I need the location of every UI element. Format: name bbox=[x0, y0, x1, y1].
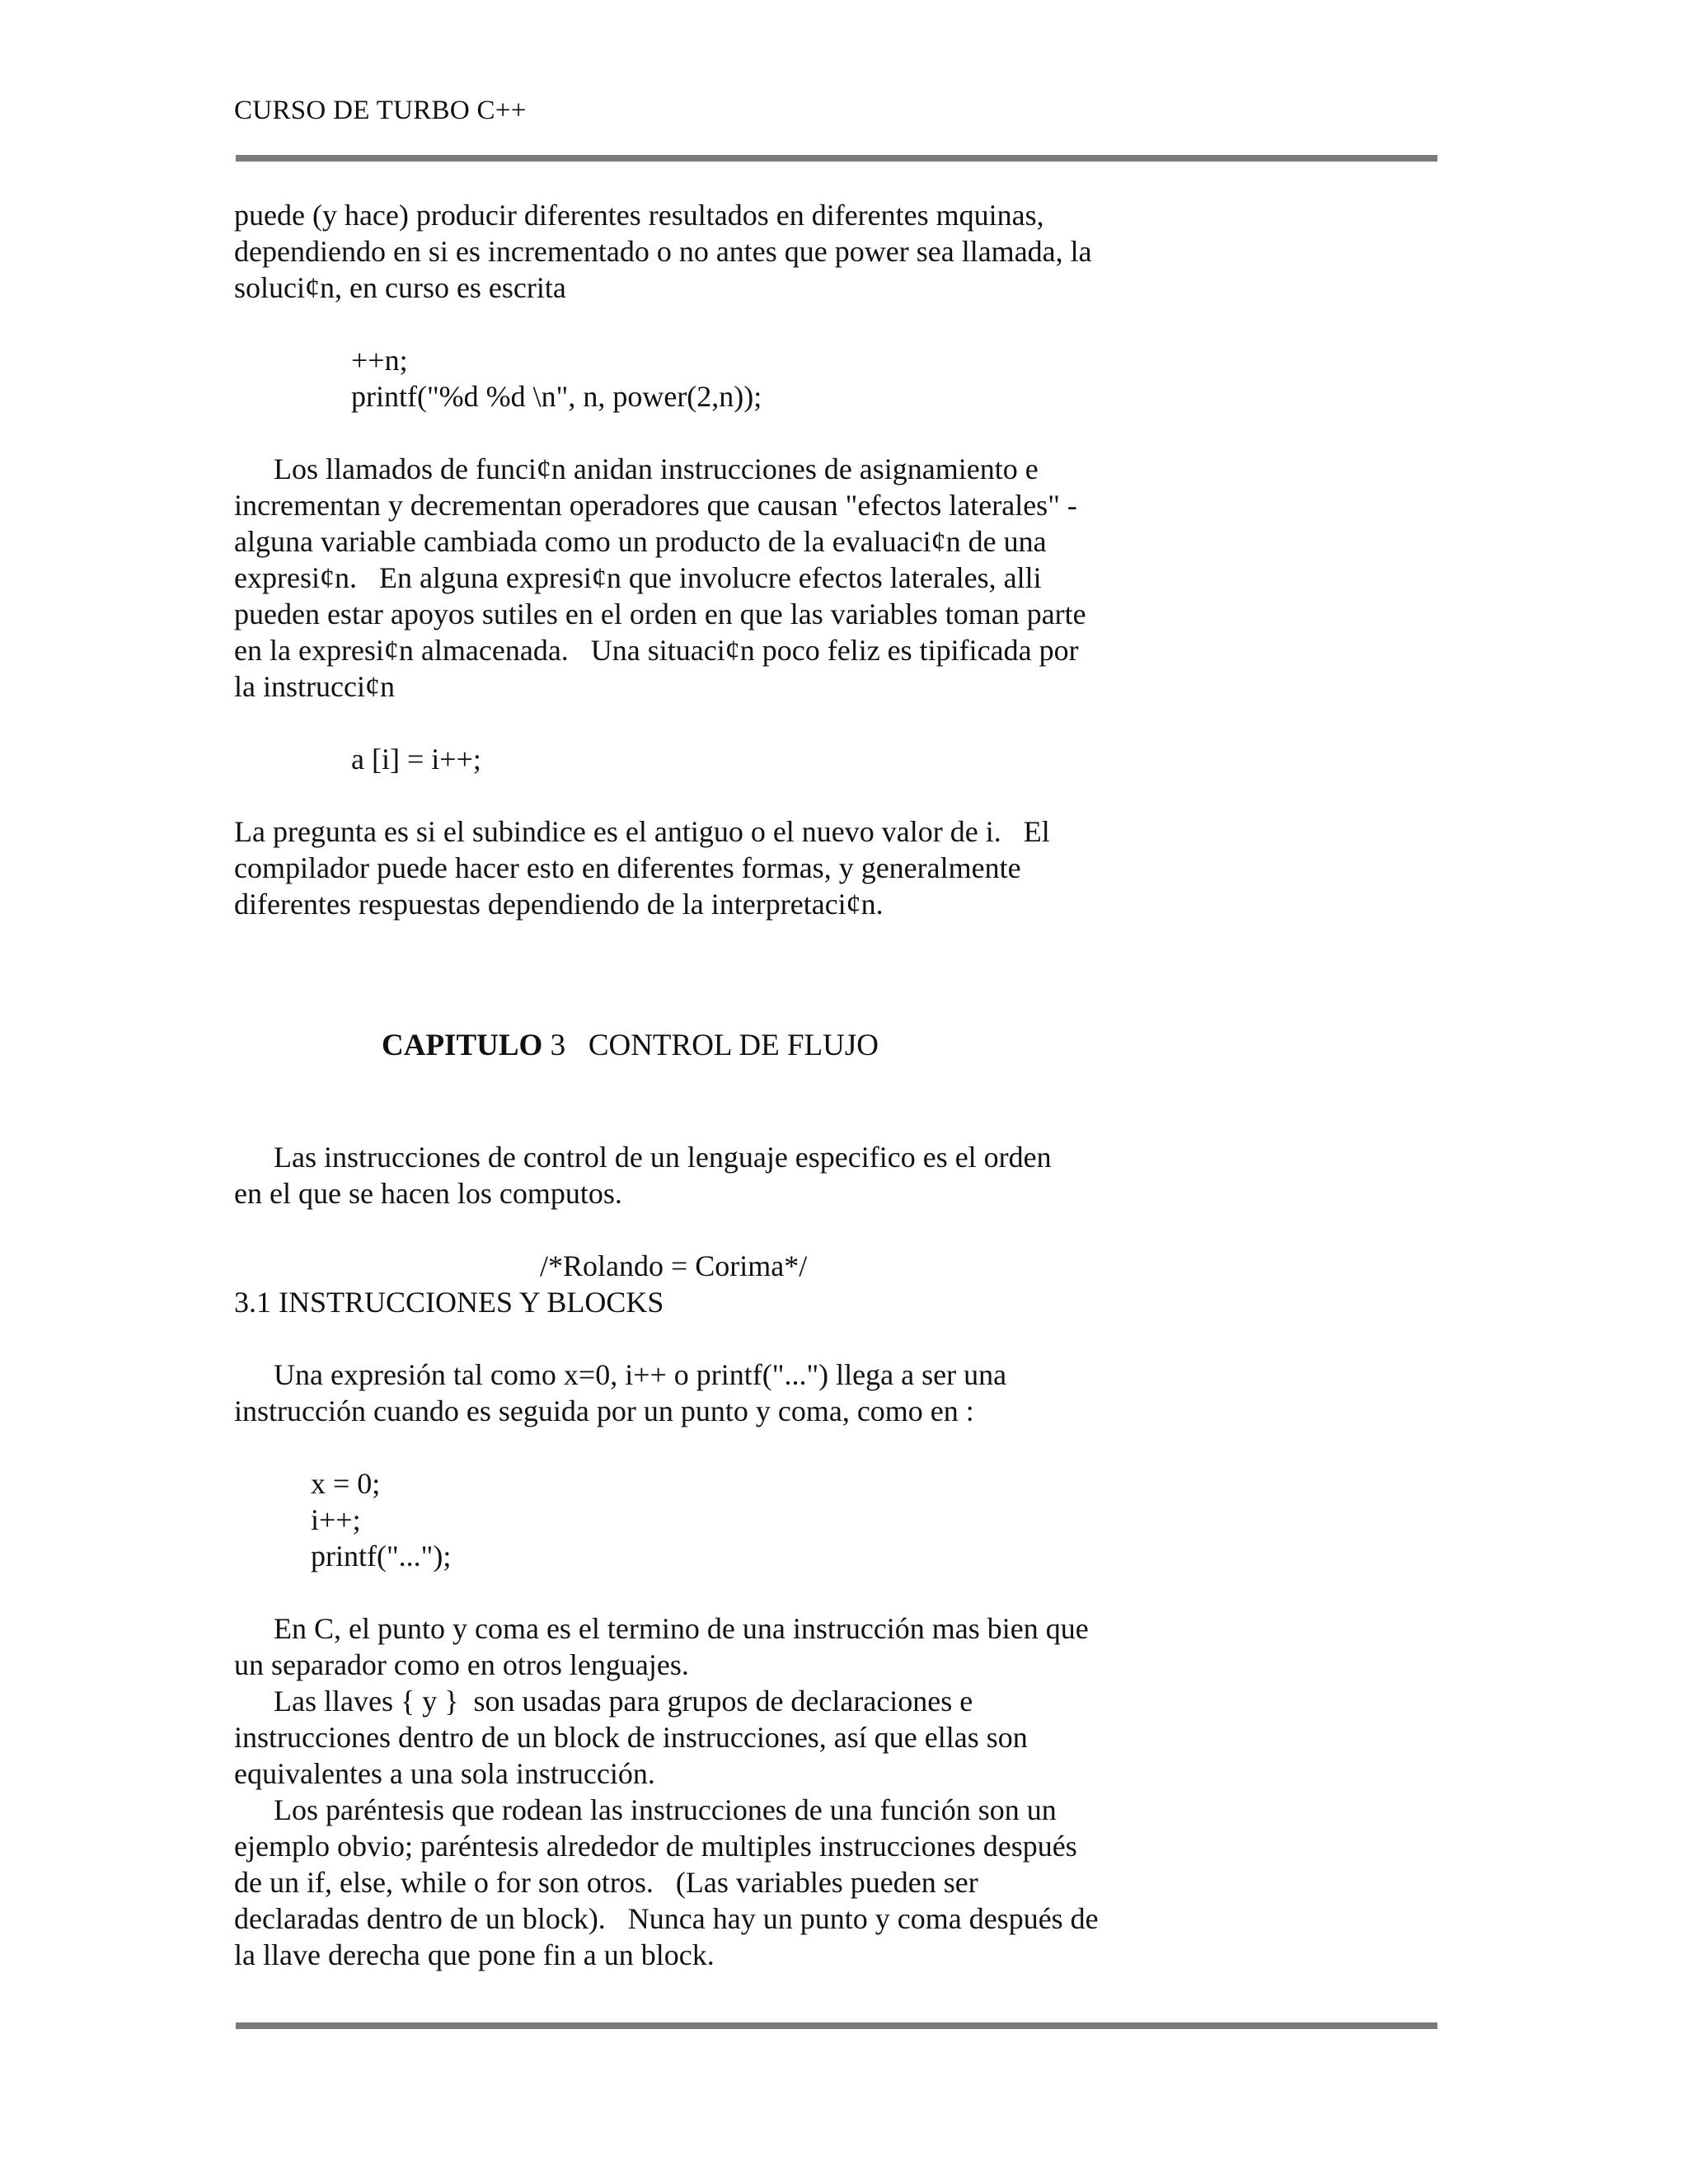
body-text-line: compilador puede hacer esto en diferentes formas, y generalmente bbox=[234, 851, 1021, 884]
body-text-line: incrementan y decrementan operadores que causan "efectos laterales" - bbox=[234, 489, 1077, 522]
body-text-line: la instrucci¢n bbox=[234, 670, 395, 703]
code-line: ++n; bbox=[351, 344, 408, 377]
code-line: a [i] = i++; bbox=[351, 743, 481, 776]
body-text-line: equivalentes a una sola instrucción. bbox=[234, 1757, 655, 1790]
chapter-title: 3 CONTROL DE FLUJO bbox=[542, 1029, 879, 1062]
body-text-line: soluci¢n, en curso es escrita bbox=[234, 271, 566, 304]
body-text-line: diferentes respuestas dependiendo de la interpretaci¢n. bbox=[234, 888, 884, 921]
body-text-line: declaradas dentro de un block). Nunca hay un punto y coma después de bbox=[234, 1902, 1099, 1935]
body-text-line: alguna variable cambiada como un producto de la evaluaci¢n de una bbox=[234, 525, 1047, 558]
body-text-line: En C, el punto y coma es el termino de una instrucción mas bien que bbox=[274, 1612, 1089, 1645]
body-text-line: dependiendo en si es incrementado o no antes que power sea llamada, la bbox=[234, 235, 1092, 268]
body-text-line: La pregunta es si el subindice es el antiguo o el nuevo valor de i. El bbox=[234, 815, 1050, 848]
body-text-line: en el que se hacen los computos. bbox=[234, 1177, 622, 1210]
body-text-line: expresi¢n. En alguna expresi¢n que involucre efectos laterales, alli bbox=[234, 561, 1042, 594]
body-text-line: un separador como en otros lenguajes. bbox=[234, 1648, 689, 1681]
chapter-heading bbox=[382, 1030, 879, 1061]
body-text-line: en la expresi¢n almacenada. Una situaci¢n poco feliz es tipificada por bbox=[234, 634, 1079, 667]
body-text-line: pueden estar apoyos sutiles en el orden en que las variables toman parte bbox=[234, 598, 1086, 630]
code-line: printf("%d %d \n", n, power(2,n)); bbox=[351, 380, 762, 413]
body-text-line: de un if, else, while o for son otros. (Las variables pueden ser bbox=[234, 1866, 978, 1899]
body-text-line: instrucción cuando es seguida por un punto y coma, como en : bbox=[234, 1394, 974, 1427]
body-text-line: Las instrucciones de control de un lenguaje especifico es el orden bbox=[274, 1141, 1052, 1174]
body-text-line: Los paréntesis que rodean las instrucciones de una función son un bbox=[274, 1793, 1057, 1826]
body-text-line: la llave derecha que pone fin a un block. bbox=[234, 1938, 715, 1971]
body-text-line: Los llamados de funci¢n anidan instrucciones de asignamiento e bbox=[274, 452, 1039, 485]
header-divider bbox=[236, 155, 1437, 162]
body-text-line: Las llaves { y } son usadas para grupos de declaraciones e bbox=[274, 1685, 973, 1718]
body-text-line: instrucciones dentro de un block de instrucciones, así que ellas son bbox=[234, 1721, 1028, 1754]
code-line: x = 0; bbox=[311, 1467, 381, 1500]
chapter-label: CAPITULO bbox=[382, 1029, 543, 1062]
author-signature: /*Rolando = Corima*/ bbox=[540, 1249, 808, 1282]
section-title: 3.1 INSTRUCCIONES Y BLOCKS bbox=[234, 1286, 664, 1319]
code-line: i++; bbox=[311, 1503, 361, 1536]
footer-divider bbox=[236, 2022, 1437, 2029]
body-text-line: Una expresión tal como x=0, i++ o printf("...") llega a ser una bbox=[274, 1358, 1007, 1391]
body-text-line: puede (y hace) producir diferentes resultados en diferentes mquinas, bbox=[234, 199, 1044, 232]
code-line: printf("..."); bbox=[311, 1540, 452, 1572]
page-header-title: CURSO DE TURBO C++ bbox=[234, 96, 527, 125]
body-text-line: ejemplo obvio; paréntesis alrededor de multiples instrucciones después bbox=[234, 1830, 1077, 1863]
